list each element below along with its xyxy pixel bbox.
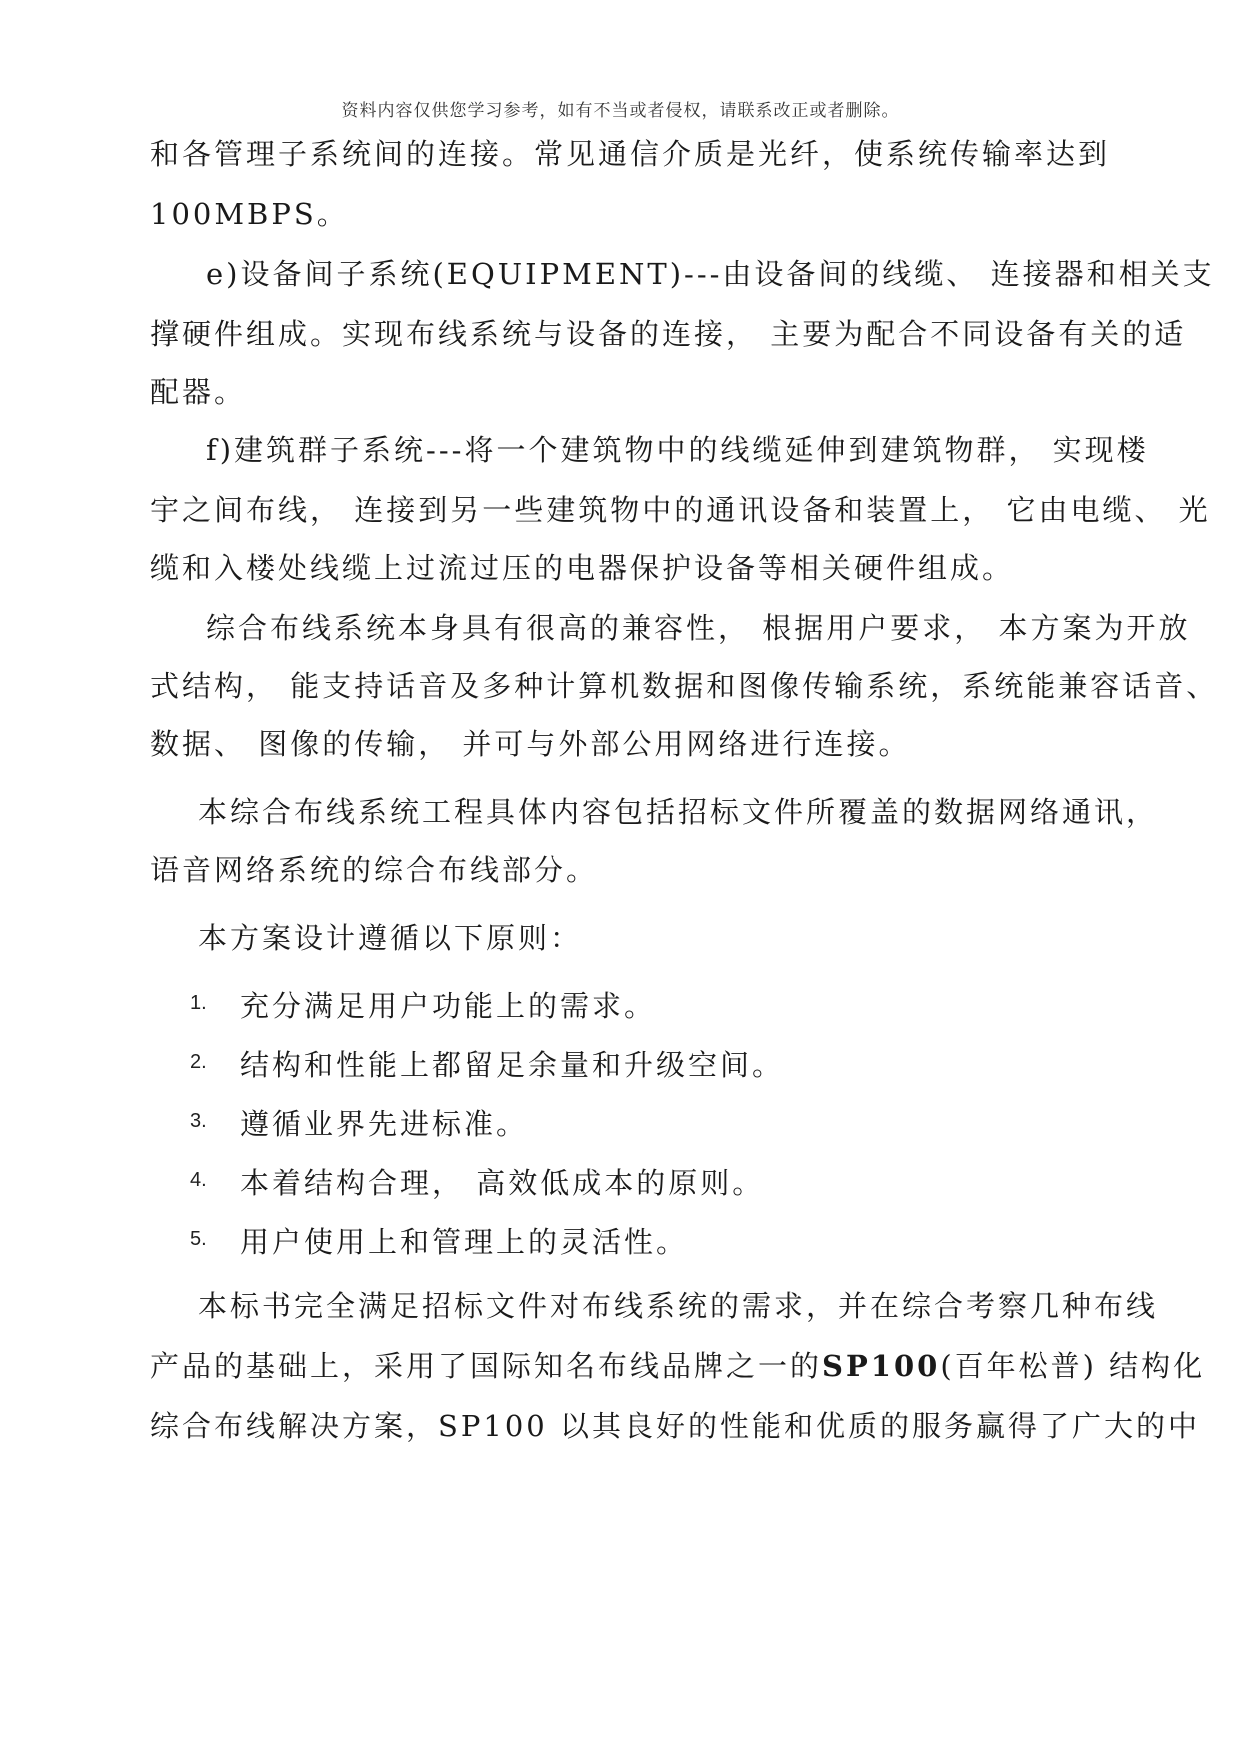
paragraph-line: 综合布线系统本身具有很高的兼容性， 根据用户要求， 本方案为开放 bbox=[206, 611, 1191, 645]
paragraph-line: 综合布线解决方案，SP100 以其良好的性能和优质的服务赢得了广大的中 bbox=[150, 1409, 1200, 1443]
paragraph-line: e)设备间子系统(EQUIPMENT)---由设备间的线缆、 连接器和相关支 bbox=[206, 257, 1215, 291]
list-item: 充分满足用户功能上的需求。 bbox=[240, 989, 657, 1023]
brand-name: SP100 bbox=[822, 1349, 941, 1383]
list-item-number: 4. bbox=[190, 1169, 207, 1191]
list-item: 用户使用上和管理上的灵活性。 bbox=[240, 1225, 689, 1259]
list-item: 结构和性能上都留足余量和升级空间。 bbox=[240, 1048, 785, 1082]
paragraph-line: 本方案设计遵循以下原则： bbox=[198, 921, 583, 955]
list-item-number: 1. bbox=[190, 992, 207, 1014]
paragraph-line: 配器。 bbox=[150, 375, 247, 409]
paragraph-line: f)建筑群子系统---将一个建筑物中的线缆延伸到建筑物群， 实现楼 bbox=[206, 433, 1149, 467]
paragraph-line: 缆和入楼处线缆上过流过压的电器保护设备等相关硬件组成。 bbox=[150, 551, 1015, 585]
paragraph-line: 式结构， 能支持话音及多种计算机数据和图像传输系统，系统能兼容话音、 bbox=[150, 669, 1219, 703]
list-item: 本着结构合理， 高效低成本的原则。 bbox=[240, 1166, 765, 1200]
list-item: 遵循业界先进标准。 bbox=[240, 1107, 529, 1141]
list-item-number: 2. bbox=[190, 1051, 207, 1073]
paragraph-text: (百年松普) 结构化 bbox=[940, 1349, 1206, 1383]
paragraph-line bbox=[150, 1344, 1205, 1385]
paragraph-line: 本标书完全满足招标文件对布线系统的需求，并在综合考察几种布线 bbox=[198, 1289, 1159, 1323]
paragraph-line: 撑硬件组成。实现布线系统与设备的连接， 主要为配合不同设备有关的适 bbox=[150, 317, 1187, 351]
page-header-disclaimer: 资料内容仅供您学习参考，如有不当或者侵权，请联系改正或者删除。 bbox=[341, 101, 900, 121]
paragraph-line: 本综合布线系统工程具体内容包括招标文件所覆盖的数据网络通讯， bbox=[198, 795, 1159, 829]
list-item-number: 5. bbox=[190, 1228, 207, 1250]
paragraph-text: 产品的基础上，采用了国际知名布线品牌之一的 bbox=[150, 1349, 823, 1383]
paragraph-line: 数据、 图像的传输， 并可与外部公用网络进行连接。 bbox=[150, 727, 911, 761]
paragraph-line: 和各管理子系统间的连接。常见通信介质是光纤，使系统传输率达到 bbox=[150, 137, 1111, 171]
paragraph-line: 宇之间布线， 连接到另一些建筑物中的通讯设备和装置上， 它由电缆、 光 bbox=[150, 493, 1211, 527]
list-item-number: 3. bbox=[190, 1110, 207, 1132]
paragraph-line: 语音网络系统的综合布线部分。 bbox=[150, 853, 599, 887]
paragraph-line: 100MBPS。 bbox=[150, 197, 349, 231]
